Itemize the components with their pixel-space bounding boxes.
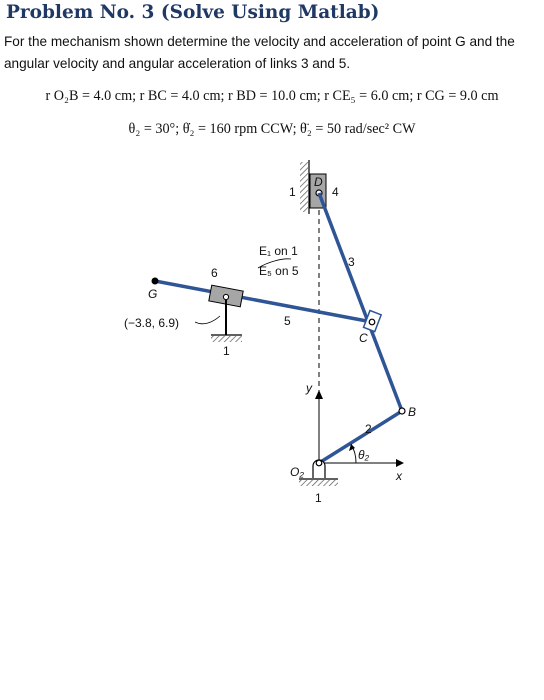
problem-statement: For the mechanism shown determine the velocity and acceleration of point G and the angular velocity and angular acceleration of links 3 and 5.	[4, 34, 515, 71]
given-motion: θ₂ = 30°; θ̇₂ = 160 rpm CCW; θ̈₂ = 50 rad/sec² CW	[128, 121, 416, 137]
label-link-2: 2	[365, 422, 372, 436]
label-point-g: G	[148, 287, 158, 301]
label-link-6: 6	[211, 266, 218, 280]
label-link-5: 5	[284, 314, 291, 328]
label-theta-2: θ₂	[358, 448, 370, 462]
y-axis-arrow	[315, 390, 323, 399]
pin-o2	[316, 460, 322, 466]
label-axis-x: x	[396, 469, 402, 483]
pin-b	[399, 408, 405, 414]
given-lengths: r O₂B = 4.0 cm; r BC = 4.0 cm; r BD = 10.0 cm; r CE₅ = 6.0 cm; r CG = 9.0 cm	[45, 88, 499, 104]
label-ground-bottom: 1	[315, 491, 322, 505]
pin-c	[369, 319, 375, 325]
ground-hatch-left	[211, 336, 242, 342]
point-g-marker	[152, 278, 159, 285]
label-point-c: C	[359, 331, 368, 345]
ground-hatch-bottom	[299, 480, 338, 486]
label-ground-top: 1	[289, 185, 296, 199]
label-link-3: 3	[348, 255, 355, 269]
x-axis-arrow	[396, 459, 404, 467]
link-3	[319, 193, 402, 411]
link-5	[155, 281, 372, 322]
label-point-o2: O₂	[290, 465, 304, 479]
label-point-d: D	[314, 175, 323, 189]
label-axis-y: y	[306, 381, 312, 395]
label-pivot-coords: (−3.8, 6.9)	[124, 316, 180, 330]
label-e-on-5: E₅ on 5	[259, 264, 299, 278]
page-title: Problem No. 3 (Solve Using Matlab)	[6, 2, 380, 23]
pin-slider-6	[223, 294, 228, 299]
label-ground-left: 1	[223, 344, 230, 358]
label-link-4: 4	[332, 185, 339, 199]
leader-pivot	[195, 316, 220, 324]
label-point-b: B	[408, 405, 417, 419]
label-e-on-1: E₁ on 1	[259, 244, 298, 258]
ground-hatch-top	[300, 162, 308, 212]
